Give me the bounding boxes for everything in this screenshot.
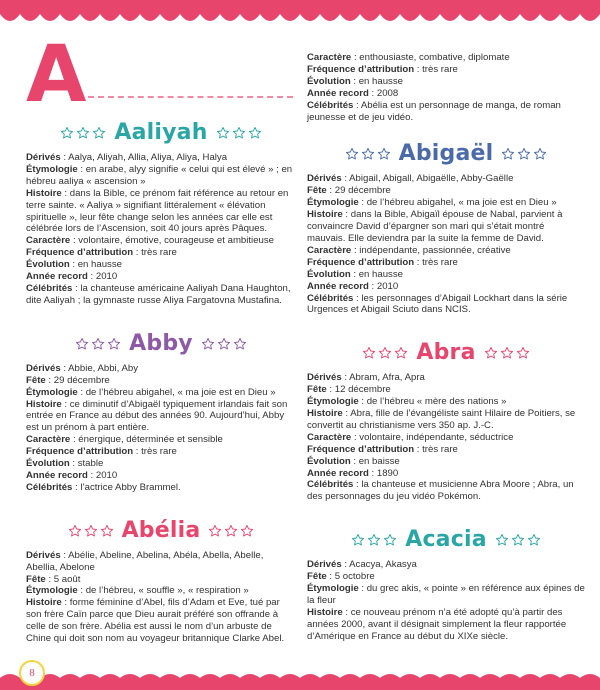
detail-line: Fréquence d’attribution : très rare bbox=[307, 63, 458, 75]
detail-label: Fête bbox=[307, 185, 327, 197]
star-icon bbox=[500, 346, 514, 360]
detail-text: forme féminine d’Abel, fils d’Adam et Eve, tué par son frère Caïn parce que Dieu aurait préféré son offrande à celle de son frère. Abélia est aussi le nom d’un arbuste de Chine qui doit son nom au voyageur britannique Clarke Abel. bbox=[26, 597, 285, 645]
detail-text: très rare bbox=[422, 256, 458, 268]
detail-text: Abélie, Abeline, Abelina, Abéla, Abella, Abelle, Abellia, Abelone bbox=[26, 549, 264, 573]
detail-label: Caractère bbox=[307, 431, 352, 443]
left-column bbox=[26, 118, 296, 645]
stars-left bbox=[60, 126, 106, 140]
detail-text: la chanteuse et musicienne Abra Moore ; Abra, un des personnages du jeu vidéo Pokémon. bbox=[307, 479, 574, 503]
detail-line: Caractère : enthousiaste, combative, diplomate bbox=[307, 52, 510, 63]
detail-text: Abélia est un personnage de manga, de roman jeunesse et de jeu vidéo. bbox=[307, 99, 561, 123]
stars-left bbox=[345, 147, 391, 161]
detail-line: Évolution : en hausse bbox=[26, 259, 122, 271]
detail-line: Fête : 29 décembre bbox=[307, 185, 391, 197]
star-icon bbox=[217, 337, 231, 351]
detail-label: Histoire bbox=[307, 209, 343, 221]
name-heading bbox=[26, 516, 296, 546]
name-entry-abigael bbox=[307, 139, 585, 316]
star-icon bbox=[68, 524, 82, 538]
detail-text: de l’hébreu abigahel, « ma joie est en Dieu » bbox=[85, 386, 276, 398]
detail-label: Étymologie bbox=[307, 396, 359, 408]
stars-right bbox=[201, 337, 247, 351]
star-icon bbox=[517, 147, 531, 161]
detail-text: Aalya, Aliyah, Allia, Aliya, Aliya, Halya bbox=[68, 152, 228, 163]
detail-label: Fête bbox=[307, 571, 327, 583]
detail-text: très rare bbox=[141, 446, 177, 458]
star-icon bbox=[495, 533, 509, 547]
entry-details bbox=[26, 363, 296, 494]
stars-right bbox=[495, 533, 541, 547]
name-entry-aaliyah bbox=[26, 118, 296, 307]
detail-line: Histoire : dans la Bible, ce prénom fait référence au retour en terre sainte. « Aaliya » signifiant littéralement « élévation spirituelle », leur fête change selon les années car elle est célébrée lors de l’Ascension, soit 40 jours après Pâques. bbox=[26, 187, 289, 235]
detail-line: Célébrités : la chanteuse et musicienne Abra Moore ; Abra, un des personnages du jeu vidéo Pokémon. bbox=[307, 479, 574, 503]
entry-details bbox=[26, 152, 296, 307]
detail-text: très rare bbox=[422, 443, 458, 455]
detail-label: Célébrités bbox=[307, 99, 354, 111]
detail-label: Histoire bbox=[26, 398, 62, 410]
detail-text: en hausse bbox=[358, 75, 403, 87]
right-column bbox=[307, 52, 585, 643]
detail-label: Histoire bbox=[26, 597, 62, 609]
detail-line: Fête : 5 octobre bbox=[307, 571, 375, 583]
detail-line: Fréquence d’attribution : très rare bbox=[26, 247, 177, 259]
name-entry-abelia bbox=[26, 516, 296, 645]
detail-text: de l’hébreu, « souffle », « respiration » bbox=[85, 585, 249, 597]
detail-label: Année record bbox=[307, 280, 369, 292]
star-icon bbox=[100, 524, 114, 538]
page-number: 8 bbox=[19, 660, 45, 686]
detail-label: Dérivés bbox=[26, 549, 61, 561]
name-heading bbox=[307, 338, 585, 368]
star-icon bbox=[201, 337, 215, 351]
detail-label: Évolution bbox=[307, 268, 351, 280]
detail-line: Fête : 12 décembre bbox=[307, 384, 391, 396]
detail-line: Fréquence d’attribution : très rare bbox=[307, 256, 458, 268]
detail-line: Étymologie : de l’hébreu abigahel, « ma joie est en Dieu » bbox=[26, 386, 276, 398]
detail-line: Caractère : indépendante, passionnée, créative bbox=[307, 244, 511, 256]
detail-label: Célébrités bbox=[307, 292, 354, 304]
detail-line: Célébrités : Abélia est un personnage de manga, de roman jeunesse et de jeu vidéo. bbox=[307, 99, 561, 123]
detail-text: ce diminutif d’Abigaël typiquement irlandais fait son entrée en France au début des années 90. Aujourd’hui, Abby est un prénom à part entière. bbox=[26, 398, 288, 434]
detail-label: Étymologie bbox=[26, 163, 78, 175]
name-title: Abra bbox=[416, 340, 476, 366]
detail-label: Dérivés bbox=[26, 152, 61, 163]
name-title: Abby bbox=[129, 330, 193, 356]
detail-line: Caractère : volontaire, émotive, courageuse et ambitieuse bbox=[26, 235, 274, 247]
star-icon bbox=[60, 126, 74, 140]
detail-label: Célébrités bbox=[26, 282, 73, 294]
detail-text: 12 décembre bbox=[334, 384, 391, 396]
entry-details bbox=[307, 559, 585, 642]
detail-label: Fréquence d’attribution bbox=[26, 446, 134, 458]
detail-label: Fréquence d’attribution bbox=[307, 256, 415, 268]
name-entry-abra bbox=[307, 338, 585, 503]
detail-line: Histoire : ce diminutif d’Abigaël typiquement irlandais fait son entrée en France au début des années 90. Aujourd’hui, Abby est un prénom à part entière. bbox=[26, 398, 288, 434]
star-icon bbox=[516, 346, 530, 360]
detail-text: la chanteuse américaine Aaliyah Dana Haughton, dite Aaliyah ; la gymnaste russe Aliya Fargatovna Mustafina. bbox=[26, 282, 291, 306]
detail-text: 1890 bbox=[376, 467, 399, 479]
star-icon bbox=[362, 346, 376, 360]
name-title: Acacia bbox=[405, 527, 487, 553]
detail-label: Année record bbox=[26, 271, 88, 283]
star-icon bbox=[501, 147, 515, 161]
detail-line: Fréquence d’attribution : très rare bbox=[26, 446, 177, 458]
detail-line: Dérivés : Abram, Afra, Apra bbox=[307, 372, 425, 384]
detail-text: en hausse bbox=[77, 259, 122, 271]
scallop-edge bbox=[0, 14, 600, 28]
detail-label: Étymologie bbox=[26, 386, 78, 398]
detail-label: Étymologie bbox=[307, 197, 359, 209]
detail-text: l’actrice Abby Brammel. bbox=[80, 481, 181, 493]
detail-label: Évolution bbox=[307, 75, 351, 87]
detail-text: 2010 bbox=[95, 469, 118, 481]
detail-label: Célébrités bbox=[26, 481, 73, 493]
detail-text: énergique, déterminée et sensible bbox=[78, 434, 223, 446]
detail-line: Histoire : Abra, fille de l’évangéliste saint Hilaire de Poitiers, se convertit au christianisme vers 350 ap. J.-C. bbox=[307, 408, 576, 431]
detail-text: dans la Bible, Abigaïl épouse de Nabal, parvient à convaincre David d’épargner son mari qui s’était montré mauvais. Elle deviendra par la suite la femme de David. bbox=[307, 209, 563, 244]
name-title: Abélia bbox=[121, 517, 201, 543]
star-icon bbox=[351, 533, 365, 547]
detail-line: Évolution : en baisse bbox=[307, 455, 400, 467]
name-heading bbox=[307, 525, 585, 555]
scallop-edge bbox=[0, 670, 600, 678]
detail-text: Abbie, Abbi, Aby bbox=[68, 362, 139, 374]
detail-line: Année record : 2010 bbox=[26, 271, 118, 283]
section-letter: A bbox=[26, 30, 87, 120]
detail-text: Abigail, Abigall, Abigaëlle, Abby-Gaëlle bbox=[349, 173, 514, 185]
star-icon bbox=[484, 346, 498, 360]
detail-text: en arabe, alyy signifie « celui qui est élevé » ; en hébreu aaliya « ascension » bbox=[26, 163, 293, 187]
detail-text: 5 octobre bbox=[334, 571, 375, 583]
star-icon bbox=[75, 337, 89, 351]
detail-line: Histoire : forme féminine d’Abel, fils d’Adam et Eve, tué par son frère Caïn parce que Dieu aurait préféré son offrande à celle de son frère. Abélia est aussi le nom d’un arbuste de Chine qui doit son nom au voyageur britannique Clarke Abel. bbox=[26, 597, 285, 645]
detail-text: 2008 bbox=[376, 87, 399, 99]
detail-line: Célébrités : l’actrice Abby Brammel. bbox=[26, 481, 181, 493]
detail-line: Célébrités : les personnages d’Abigail Lockhart dans la série Urgences et Abigail Sciuto dans NCIS. bbox=[307, 292, 568, 316]
star-icon bbox=[91, 337, 105, 351]
entry-details bbox=[307, 372, 585, 503]
detail-text: indépendante, passionnée, créative bbox=[359, 244, 511, 256]
detail-label: Fête bbox=[307, 384, 327, 396]
detail-text: en hausse bbox=[358, 268, 403, 280]
detail-line: Étymologie : de l’hébreu « mère des nations » bbox=[307, 396, 507, 408]
detail-line: Fréquence d’attribution : très rare bbox=[307, 443, 458, 455]
name-heading bbox=[26, 329, 296, 359]
detail-label: Dérivés bbox=[307, 173, 342, 185]
star-icon bbox=[76, 126, 90, 140]
detail-label: Année record bbox=[26, 469, 88, 481]
detail-line: Fête : 29 décembre bbox=[26, 374, 110, 386]
star-icon bbox=[511, 533, 525, 547]
detail-line: Année record : 1890 bbox=[307, 467, 399, 479]
star-icon bbox=[394, 346, 408, 360]
detail-label: Année record bbox=[307, 87, 369, 99]
dashed-rule bbox=[88, 96, 293, 98]
detail-line: Étymologie : de l’hébreu, « souffle », « respiration » bbox=[26, 585, 249, 597]
detail-label: Évolution bbox=[307, 455, 351, 467]
name-heading bbox=[307, 139, 585, 169]
detail-label: Année record bbox=[307, 467, 369, 479]
detail-label: Histoire bbox=[307, 606, 343, 618]
detail-text: 2010 bbox=[376, 280, 399, 292]
detail-line: Dérivés : Abbie, Abbi, Aby bbox=[26, 362, 139, 374]
entry-details bbox=[307, 173, 585, 316]
detail-text: dans la Bible, ce prénom fait référence au retour en terre sainte. « Aaliya » signifiant littéralement « élévation spirituelle », leur fête change selon les années car elle est célébrée lors de l’Ascension, soit 40 jours après Pâques. bbox=[26, 187, 289, 235]
star-icon bbox=[248, 126, 262, 140]
stars-right bbox=[484, 346, 530, 360]
detail-label: Caractère bbox=[26, 434, 71, 446]
detail-label: Histoire bbox=[307, 408, 343, 420]
detail-line: Évolution : stable bbox=[26, 458, 104, 470]
detail-text: volontaire, émotive, courageuse et ambitieuse bbox=[78, 235, 274, 247]
detail-label: Fête bbox=[26, 374, 46, 386]
top-scalloped-border bbox=[0, 0, 600, 26]
detail-line: Histoire : ce nouveau prénom n’a été adopté qu’à partir des années 2000, avant il désignait simplement la fleur rapportée d’Amérique en France au début du XIXe siècle. bbox=[307, 606, 567, 642]
detail-line: Dérivés : Acacya, Akasya bbox=[307, 559, 417, 571]
detail-text: 2010 bbox=[95, 271, 118, 283]
detail-line: Étymologie : de l’hébreu abigahel, « ma joie est en Dieu » bbox=[307, 197, 557, 209]
detail-label: Dérivés bbox=[307, 372, 342, 384]
detail-text: 5 août bbox=[53, 573, 81, 585]
detail-text: de l’hébreu abigahel, « ma joie est en Dieu » bbox=[366, 197, 557, 209]
star-icon bbox=[367, 533, 381, 547]
detail-line: Dérivés : Abigail, Abigall, Abigaëlle, Abby-Gaëlle bbox=[307, 173, 514, 185]
star-icon bbox=[233, 337, 247, 351]
detail-text: stable bbox=[77, 458, 104, 470]
detail-label: Histoire bbox=[26, 187, 62, 199]
detail-label: Caractère bbox=[307, 52, 352, 63]
stars-left bbox=[351, 533, 397, 547]
detail-text: très rare bbox=[422, 63, 458, 75]
detail-line: Célébrités : la chanteuse américaine Aaliyah Dana Haughton, dite Aaliyah ; la gymnaste russe Aliya Fargatovna Mustafina. bbox=[26, 282, 291, 306]
stars-left bbox=[75, 337, 121, 351]
star-icon bbox=[216, 126, 230, 140]
detail-line: Année record : 2010 bbox=[26, 469, 118, 481]
detail-label: Célébrités bbox=[307, 479, 354, 491]
detail-line: Étymologie : du grec akis, « pointe » en référence aux épines de la fleur bbox=[307, 583, 585, 606]
star-icon bbox=[361, 147, 375, 161]
star-icon bbox=[240, 524, 254, 538]
detail-text: de l’hébreu « mère des nations » bbox=[366, 396, 507, 408]
name-title: Abigaël bbox=[398, 141, 494, 167]
stars-right bbox=[501, 147, 547, 161]
detail-line: Caractère : volontaire, indépendante, séductrice bbox=[307, 431, 514, 443]
detail-line: Année record : 2010 bbox=[307, 280, 399, 292]
star-icon bbox=[107, 337, 121, 351]
detail-line: Année record : 2008 bbox=[307, 87, 399, 99]
detail-text: Abram, Afra, Apra bbox=[349, 372, 425, 384]
detail-label: Caractère bbox=[307, 244, 352, 256]
star-icon bbox=[377, 147, 391, 161]
detail-text: Abra, fille de l’évangéliste saint Hilaire de Poitiers, se convertit au christianisme vers 350 ap. J.-C. bbox=[307, 408, 576, 431]
detail-line: Dérivés : Abélie, Abeline, Abelina, Abéla, Abella, Abelle, Abellia, Abelone bbox=[26, 549, 264, 573]
detail-text: 29 décembre bbox=[334, 185, 391, 197]
detail-text: en baisse bbox=[358, 455, 400, 467]
detail-text: 29 décembre bbox=[53, 374, 110, 386]
detail-line: Histoire : dans la Bible, Abigaïl épouse de Nabal, parvient à convaincre David d’épargner son mari qui s’était montré mauvais. Elle deviendra par la suite la femme de David. bbox=[307, 209, 563, 244]
star-icon bbox=[92, 126, 106, 140]
star-icon bbox=[378, 346, 392, 360]
detail-label: Fête bbox=[26, 573, 46, 585]
detail-label: Dérivés bbox=[26, 362, 61, 374]
detail-label: Évolution bbox=[26, 259, 70, 271]
detail-text: du grec akis, « pointe » en référence aux épines de la fleur bbox=[307, 583, 585, 606]
detail-label: Étymologie bbox=[307, 583, 359, 595]
star-icon bbox=[527, 533, 541, 547]
entry-details bbox=[26, 550, 296, 645]
continuation-details bbox=[307, 52, 585, 123]
star-icon bbox=[533, 147, 547, 161]
detail-label: Fréquence d’attribution bbox=[307, 443, 415, 455]
bottom-scalloped-border bbox=[0, 670, 600, 690]
detail-text: enthousiaste, combative, diplomate bbox=[359, 52, 510, 63]
star-icon bbox=[224, 524, 238, 538]
stars-left bbox=[68, 524, 114, 538]
detail-text: très rare bbox=[141, 247, 177, 259]
star-icon bbox=[208, 524, 222, 538]
star-icon bbox=[383, 533, 397, 547]
detail-line: Caractère : énergique, déterminée et sensible bbox=[26, 434, 223, 446]
stars-left bbox=[362, 346, 408, 360]
detail-label: Évolution bbox=[26, 458, 70, 470]
star-icon bbox=[232, 126, 246, 140]
detail-label: Étymologie bbox=[26, 585, 78, 597]
detail-label: Caractère bbox=[26, 235, 71, 247]
stars-right bbox=[208, 524, 254, 538]
stars-right bbox=[216, 126, 262, 140]
detail-line: Étymologie : en arabe, alyy signifie « celui qui est élevé » ; en hébreu aaliya « ascension » bbox=[26, 163, 293, 187]
name-entry-abby bbox=[26, 329, 296, 494]
star-icon bbox=[345, 147, 359, 161]
detail-label: Fréquence d’attribution bbox=[307, 63, 415, 75]
detail-text: les personnages d’Abigail Lockhart dans la série Urgences et Abigail Sciuto dans NCIS. bbox=[307, 292, 568, 316]
detail-label: Fréquence d’attribution bbox=[26, 247, 134, 259]
star-icon bbox=[84, 524, 98, 538]
name-entry-acacia bbox=[307, 525, 585, 642]
detail-text: Acacya, Akasya bbox=[349, 559, 417, 571]
detail-line: Évolution : en hausse bbox=[307, 75, 403, 87]
name-heading bbox=[26, 118, 296, 148]
detail-text: volontaire, indépendante, séductrice bbox=[359, 431, 514, 443]
detail-line: Fête : 5 août bbox=[26, 573, 81, 585]
detail-line: Dérivés : Aalya, Aliyah, Allia, Aliya, Aliya, Halya bbox=[26, 152, 228, 163]
continuation-abelia bbox=[307, 52, 585, 123]
name-title: Aaliyah bbox=[114, 120, 208, 146]
detail-line: Évolution : en hausse bbox=[307, 268, 403, 280]
detail-text: ce nouveau prénom n’a été adopté qu’à partir des années 2000, avant il désignait simplement la fleur rapportée d’Amérique en France au début du XIXe siècle. bbox=[307, 606, 567, 642]
detail-label: Dérivés bbox=[307, 559, 342, 571]
